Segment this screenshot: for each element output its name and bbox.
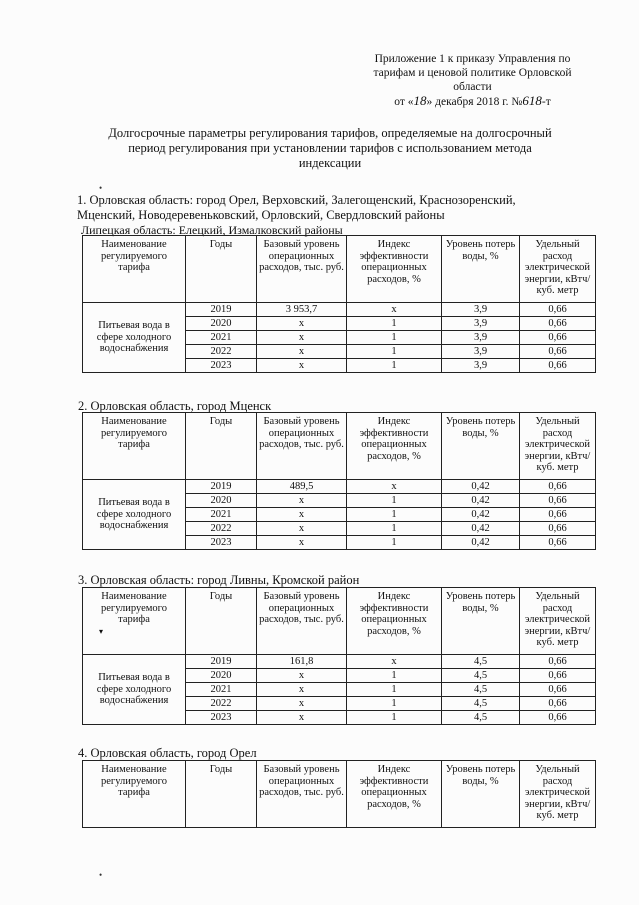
- section-3-heading: 3. Орловская область: город Ливны, Кромской район: [78, 573, 360, 587]
- col-header-tariff: [83, 588, 186, 655]
- year-cell: 2020: [186, 317, 257, 331]
- loss-cell: 3,9: [442, 331, 520, 345]
- section-4-heading: 4. Орловская область, город Орел: [78, 746, 257, 760]
- loss-cell: 4,5: [442, 655, 520, 669]
- loss-cell: 4,5: [442, 669, 520, 683]
- energy-cell: 0,66: [520, 536, 596, 550]
- col-header-loss: Уровень потерь воды, %: [442, 761, 520, 828]
- index-cell: 1: [347, 508, 442, 522]
- scan-dot: •: [99, 183, 103, 193]
- energy-cell: 0,66: [520, 480, 596, 494]
- date-middle: » декабря 2018 г. №: [426, 96, 523, 108]
- annex-line: Приложение 1 к приказу Управления по: [374, 53, 571, 65]
- energy-cell: 0,66: [520, 697, 596, 711]
- loss-cell: 0,42: [442, 536, 520, 550]
- heading-line: Мценский, Новодеревеньковский, Орловский, Свердловский районы: [77, 208, 445, 222]
- col-header-tariff: Наименование регулируемого тарифа: [83, 413, 186, 480]
- year-cell: 2022: [186, 697, 257, 711]
- tariff-name: Питьевая вода в сфере холодного водоснабжения: [83, 480, 186, 550]
- header-row: [83, 413, 596, 480]
- table-row: [83, 303, 596, 317]
- index-cell: 1: [347, 331, 442, 345]
- loss-cell: 0,42: [442, 494, 520, 508]
- year-cell: 2022: [186, 345, 257, 359]
- base-cell: x: [257, 359, 347, 373]
- energy-cell: 0,66: [520, 494, 596, 508]
- index-cell: 1: [347, 536, 442, 550]
- col-header-index: Индекс эффективности операционных расходов, %: [347, 761, 442, 828]
- index-cell: 1: [347, 711, 442, 725]
- energy-cell: 0,66: [520, 345, 596, 359]
- energy-cell: 0,66: [520, 359, 596, 373]
- energy-cell: 0,66: [520, 317, 596, 331]
- annex-date: [355, 94, 590, 109]
- base-cell: x: [257, 494, 347, 508]
- loss-cell: 4,5: [442, 683, 520, 697]
- col-header-years: Годы: [186, 588, 257, 655]
- index-cell: 1: [347, 359, 442, 373]
- year-cell: 2019: [186, 655, 257, 669]
- col-header-index: Индекс эффективности операционных расходов, %: [347, 413, 442, 480]
- base-cell: x: [257, 711, 347, 725]
- base-cell: x: [257, 697, 347, 711]
- index-cell: 1: [347, 683, 442, 697]
- col-header-base: Базовый уровень операционных расходов, тыс. руб.: [257, 413, 347, 480]
- base-cell: x: [257, 317, 347, 331]
- base-cell: x: [257, 669, 347, 683]
- index-cell: 1: [347, 669, 442, 683]
- loss-cell: 4,5: [442, 697, 520, 711]
- tariff-name: Питьевая вода в сфере холодного водоснабжения: [83, 655, 186, 725]
- year-cell: 2020: [186, 669, 257, 683]
- col-header-tariff: Наименование регулируемого тарифа: [83, 236, 186, 303]
- heading-line: Липецкая область: Елецкий, Измалковский районы: [81, 223, 343, 237]
- index-cell: 1: [347, 522, 442, 536]
- loss-cell: 0,42: [442, 508, 520, 522]
- year-cell: 2019: [186, 303, 257, 317]
- year-cell: 2023: [186, 359, 257, 373]
- date-prefix: от «: [394, 96, 414, 108]
- year-cell: 2021: [186, 508, 257, 522]
- energy-cell: 0,66: [520, 303, 596, 317]
- loss-cell: 3,9: [442, 345, 520, 359]
- heading-line: 1. Орловская область: город Орел, Верховский, Залегощенский, Краснозоренский,: [77, 193, 516, 207]
- table-section-1: [82, 235, 596, 373]
- loss-cell: 0,42: [442, 522, 520, 536]
- handwritten-day: 18: [413, 93, 427, 108]
- base-cell: x: [257, 683, 347, 697]
- header-row: [83, 761, 596, 828]
- section-1-heading: [77, 193, 589, 238]
- year-cell: 2020: [186, 494, 257, 508]
- year-cell: 2023: [186, 536, 257, 550]
- year-cell: 2021: [186, 683, 257, 697]
- col-header-base: Базовый уровень операционных расходов, тыс. руб.: [257, 588, 347, 655]
- table-row: [83, 480, 596, 494]
- energy-cell: 0,66: [520, 711, 596, 725]
- base-cell: x: [257, 536, 347, 550]
- title-line: Долгосрочные параметры регулирования тарифов, определяемые на долгосрочный: [108, 126, 552, 140]
- date-suffix: -т: [541, 96, 551, 108]
- year-cell: 2023: [186, 711, 257, 725]
- handwritten-number: 618: [522, 93, 542, 108]
- annex-block: [355, 52, 590, 109]
- energy-cell: 0,66: [520, 508, 596, 522]
- index-cell: x: [347, 303, 442, 317]
- base-cell: 489,5: [257, 480, 347, 494]
- energy-cell: 0,66: [520, 331, 596, 345]
- index-cell: 1: [347, 345, 442, 359]
- col-header-energy: Удельный расход электрической энергии, кВтч/куб. метр: [520, 236, 596, 303]
- loss-cell: 3,9: [442, 317, 520, 331]
- loss-cell: 0,42: [442, 480, 520, 494]
- base-cell: x: [257, 331, 347, 345]
- document-title: [70, 126, 590, 171]
- annex-line: области: [453, 81, 492, 93]
- year-cell: 2019: [186, 480, 257, 494]
- scan-dot: •: [99, 870, 103, 880]
- col-header-loss: Уровень потерь воды, %: [442, 413, 520, 480]
- energy-cell: 0,66: [520, 669, 596, 683]
- col-header-years: Годы: [186, 761, 257, 828]
- base-cell: x: [257, 522, 347, 536]
- title-line: индексации: [298, 156, 362, 170]
- col-header-years: Годы: [186, 236, 257, 303]
- section-2-heading: 2. Орловская область, город Мценск: [78, 399, 272, 413]
- loss-cell: 3,9: [442, 359, 520, 373]
- col-header-loss: Уровень потерь воды, %: [442, 588, 520, 655]
- header-row: [83, 236, 596, 303]
- index-cell: 1: [347, 317, 442, 331]
- index-cell: x: [347, 655, 442, 669]
- year-cell: 2021: [186, 331, 257, 345]
- col-header-index: Индекс эффективности операционных расходов, %: [347, 588, 442, 655]
- base-cell: 3 953,7: [257, 303, 347, 317]
- col-header-tariff-text: Наименование регулируемого тарифа: [101, 591, 167, 626]
- energy-cell: 0,66: [520, 655, 596, 669]
- header-row: [83, 588, 596, 655]
- col-header-energy: Удельный расход электрической энергии, кВтч/куб. метр: [520, 588, 596, 655]
- year-cell: 2022: [186, 522, 257, 536]
- table-section-4: [82, 760, 596, 828]
- col-header-years: Годы: [186, 413, 257, 480]
- annex-line: тарифам и ценовой политике Орловской: [373, 67, 572, 79]
- title-line: период регулирования при установлении тарифов с использованием метода: [128, 141, 532, 155]
- col-header-index: Индекс эффективности операционных расходов, %: [347, 236, 442, 303]
- index-cell: 1: [347, 697, 442, 711]
- table-section-2: [82, 412, 596, 550]
- table-section-3: [82, 587, 596, 725]
- col-header-loss: Уровень потерь воды, %: [442, 236, 520, 303]
- col-header-energy: Удельный расход электрической энергии, кВтч/куб. метр: [520, 413, 596, 480]
- loss-cell: 4,5: [442, 711, 520, 725]
- table-row: [83, 655, 596, 669]
- col-header-base: Базовый уровень операционных расходов, тыс. руб.: [257, 761, 347, 828]
- energy-cell: 0,66: [520, 683, 596, 697]
- base-cell: x: [257, 345, 347, 359]
- tariff-name: Питьевая вода в сфере холодного водоснабжения: [83, 303, 186, 373]
- index-cell: x: [347, 480, 442, 494]
- base-cell: 161,8: [257, 655, 347, 669]
- col-header-energy: Удельный расход электрической энергии, кВтч/куб. метр: [520, 761, 596, 828]
- loss-cell: 3,9: [442, 303, 520, 317]
- index-cell: 1: [347, 494, 442, 508]
- scan-dot: ▾: [99, 626, 104, 636]
- base-cell: x: [257, 508, 347, 522]
- energy-cell: 0,66: [520, 522, 596, 536]
- col-header-base: Базовый уровень операционных расходов, тыс. руб.: [257, 236, 347, 303]
- col-header-tariff: Наименование регулируемого тарифа: [83, 761, 186, 828]
